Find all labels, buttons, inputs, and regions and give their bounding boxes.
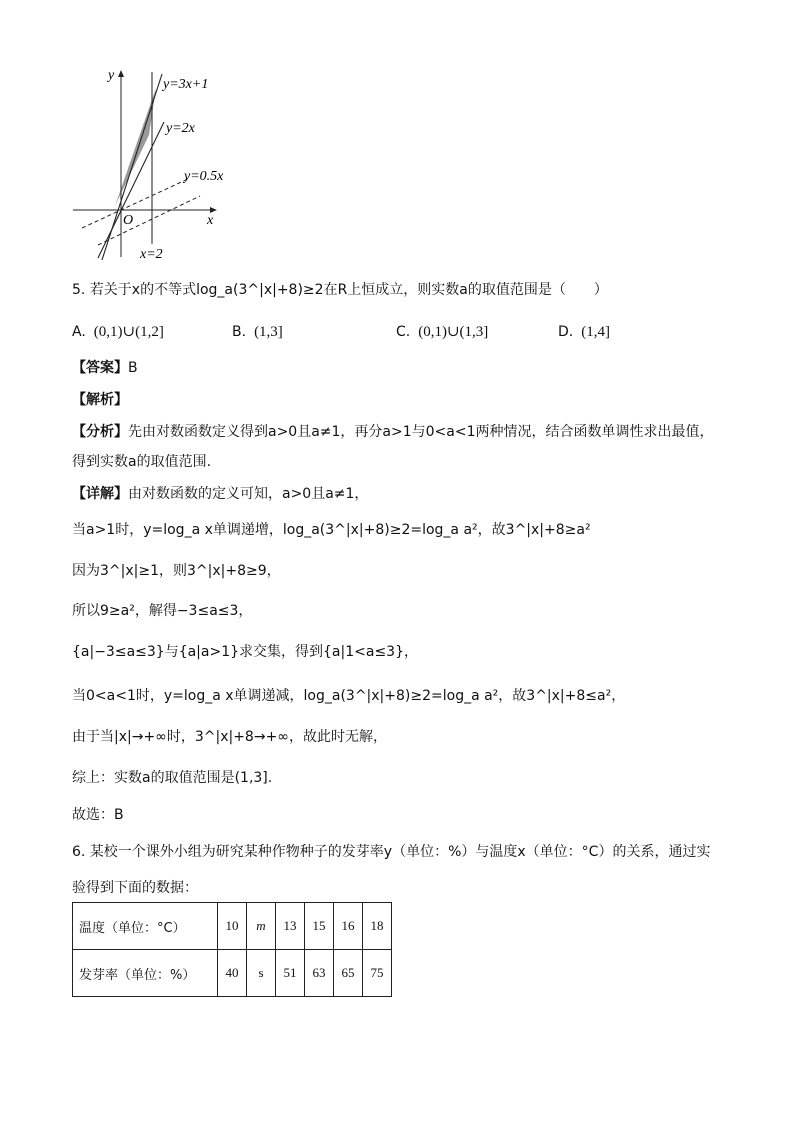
xiangjie-tag: 【详解】 [72,486,128,502]
fenxi-line-1 [72,422,714,442]
y-axis-arrow [118,70,124,77]
solution-step-1: 当a>1时，y=log_a x单调递增，log_a(3^|x|+8)≥2=log_a a²，故3^|x|+8≥a² [72,522,591,538]
solution-step-4: {a|−3≤a≤3}与{a|a>1}求交集，得到{a|1<a≤3}， [72,644,418,660]
parallel-dashed-line [98,196,200,245]
solution-step-2: 因为3^|x|≥1，则3^|x|+8≥9， [72,563,281,579]
q5-option-b [232,322,283,342]
q5-option-b-label: B. [232,324,247,340]
fenxi-line-2: 得到实数a的取值范围. [72,454,212,470]
q5-option-a [72,322,164,342]
q6-stem-line-1: 6. 某校一个课外小组为研究某种作物种子的发芽率y（单位：%）与温度x（单位：°C）的关系，通过实 [72,844,711,860]
line-graph-figure [60,62,250,267]
line-0.5x [82,178,190,228]
label-x2: x=2 [140,247,163,262]
table-cell: 13 [276,903,305,950]
data-table [72,902,392,997]
answer-line [72,358,138,378]
q5-option-c-value: (0,1)∪(1,3] [418,324,489,340]
q5-option-b-value: (1,3] [254,324,283,340]
q6-stem-line-2: 验得到下面的数据： [72,880,198,896]
table-row [73,903,392,950]
table-row [73,950,392,997]
table-cell: 51 [276,950,305,997]
q5-stem: 5. 若关于x的不等式log_a(3^|x|+8)≥2在R上恒成立，则实数a的取值范围是（ ） [72,282,608,298]
table-cell: s [247,950,276,997]
label-2x: y=2x [166,121,195,136]
table-cell: m [247,903,276,950]
q5-option-c [396,322,488,342]
solution-step-3: 所以9≥a²，解得−3≤a≤3， [72,603,253,619]
y-axis-label: y [108,68,115,83]
solution-step-7: 综上：实数a的取值范围是(1,3]. [72,770,273,786]
q5-option-d-label: D. [558,324,574,340]
line-2x [98,122,164,258]
table-row-header: 温度（单位：°C） [73,903,218,950]
answer-value: B [128,360,138,376]
solution-step-6: 由于当|x|→+∞时，3^|x|+8→+∞，故此时无解， [72,729,387,745]
fenxi-tag: 【分析】 [72,424,128,440]
table-cell: 18 [363,903,392,950]
solution-step-5: 当0<a<1时，y=log_a x单调递减，log_a(3^|x|+8)≥2=log_a a²，故3^|x|+8≤a²， [72,688,626,704]
table-cell: 75 [363,950,392,997]
table-cell: 40 [218,950,247,997]
xiangjie-text: 由对数函数的定义可知，a>0且a≠1， [128,486,369,502]
solution-step-8: 故选：B [72,807,124,823]
q5-option-d [558,322,610,342]
answer-tag: 【答案】 [72,360,128,376]
label-0.5x: y=0.5x [184,169,224,184]
table-cell: 15 [305,903,334,950]
fenxi-text-1: 先由对数函数定义得到a>0且a≠1，再分a>1与0<a<1两种情况，结合函数单调性求出最值， [128,424,714,440]
x-axis-label: x [207,213,214,228]
xiangjie-line [72,484,368,504]
origin-label: O [123,213,134,228]
q5-option-a-label: A. [72,324,86,340]
q5-option-a-value: (0,1)∪(1,2] [93,324,164,340]
table-cell: 63 [305,950,334,997]
table-row-header: 发芽率（单位：%） [73,950,218,997]
table-cell: 10 [218,903,247,950]
q5-option-c-label: C. [396,324,411,340]
label-3x-plus-1: y=3x+1 [163,77,209,92]
analysis-tag: 【解析】 [72,392,128,408]
q5-option-d-value: (1,4] [581,324,610,340]
table-cell: 16 [334,903,363,950]
table-cell: 65 [334,950,363,997]
